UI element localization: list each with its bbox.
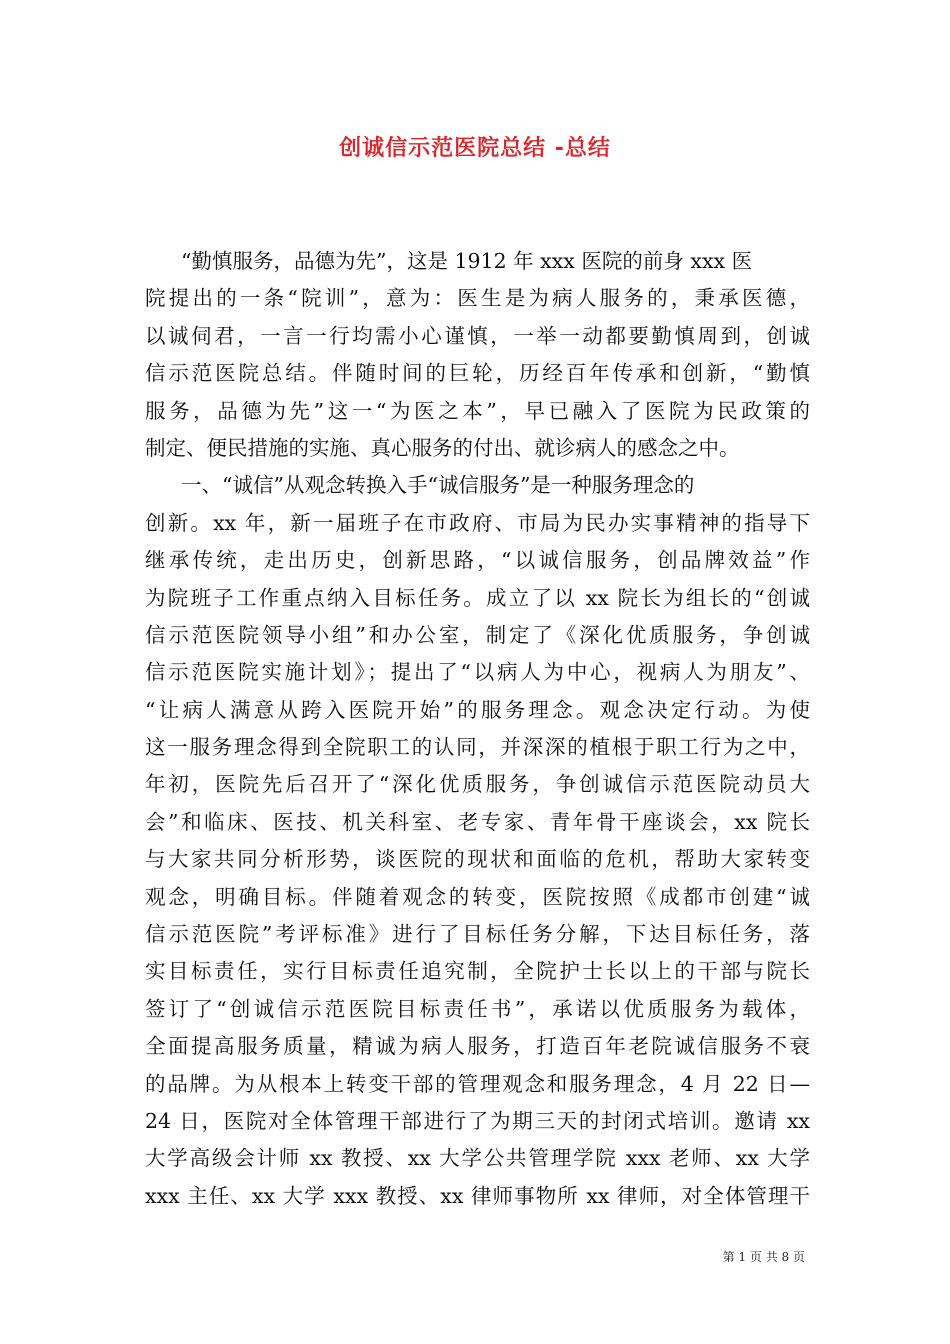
paragraph-line: xxx 主任、xx 大学 xxx 教授、xx 律师事物所 xx 律师，对全体管理干 (145, 1183, 810, 1208)
paragraph-line: 院提出的一条“院训”，意为：医生是为病人服务的，秉承医德， (145, 286, 810, 311)
page-number: 第 1 页 共 8 页 (722, 1250, 805, 1264)
paragraph-line: 实目标责任，实行目标责任追究制，全院护士长以上的干部与院长 (145, 959, 810, 984)
document-body (145, 243, 810, 1215)
paragraph-line: “让病人满意从跨入医院开始”的服务理念。观念决定行动。为使 (145, 697, 810, 722)
paragraph-line: 信示范医院总结。伴随时间的巨轮，历经百年传承和创新，“勤慎 (145, 361, 810, 386)
paragraph-line: 24 日，医院对全体管理干部进行了为期三天的封闭式培训。邀请 xx (145, 1108, 810, 1133)
paragraph-line: 为院班子工作重点纳入目标任务。成立了以 xx 院长为组长的“创诚 (145, 585, 810, 610)
paragraph-line: 的品牌。为从根本上转变干部的管理观念和服务理念，4 月 22 日— (145, 1071, 810, 1096)
paragraph-line: 与大家共同分析形势，谈医院的现状和面临的危机，帮助大家转变 (145, 847, 810, 872)
paragraph-line: 大学高级会计师 xx 教授、xx 大学公共管理学院 xxx 老师、xx 大学 (145, 1146, 810, 1171)
paragraph-line: 全面提高服务质量，精诚为病人服务，打造百年老院诚信服务不衰 (145, 1034, 810, 1059)
paragraph-line: 创新。xx 年，新一届班子在市政府、市局为民办实事精神的指导下 (145, 510, 810, 535)
paragraph-line: 信示范医院”考评标准》进行了目标任务分解，下达目标任务，落 (145, 922, 810, 947)
paragraph-line: 年初，医院先后召开了“深化优质服务，争创诚信示范医院动员大 (145, 772, 810, 797)
paragraph-line: 观念，明确目标。伴随着观念的转变，医院按照《成都市创建“诚 (145, 884, 810, 909)
paragraph-line: 服务，品德为先”这一“为医之本”，早已融入了医院为民政策的 (145, 398, 810, 423)
document-title: 创诚信示范医院总结 -总结 (339, 136, 611, 161)
paragraph-line: 这一服务理念得到全院职工的认同，并深深的植根于职工行为之中， (145, 735, 810, 760)
paragraph-line: “勤慎服务，品德为先”，这是 1912 年 xxx 医院的前身 xxx 医 (181, 249, 753, 273)
paragraph-line: 信示范医院领导小组”和办公室，制定了《深化优质服务，争创诚 (145, 622, 810, 647)
paragraph-line: 继承传统，走出历史，创新思路，“以诚信服务，创品牌效益”作 (145, 548, 810, 573)
paragraph-line: 会”和临床、医技、机关科室、老专家、青年骨干座谈会，xx 院长 (145, 809, 810, 834)
paragraph-line: 制定、便民措施的实施、真心服务的付出、就诊病人的感念之中。 (145, 435, 740, 460)
paragraph-line: 信示范医院实施计划》；提出了“以病人为中心，视病人为朋友”、 (145, 660, 810, 685)
paragraph-line: 一、“诚信”从观念转换入手“诚信服务”是一种服务理念的 (181, 473, 695, 498)
paragraph-line: 签订了“创诚信示范医院目标责任书”，承诺以优质服务为载体， (145, 996, 810, 1021)
paragraph-line: 以诚伺君，一言一行均需小心谨慎，一举一动都要勤慎周到，创诚 (145, 323, 810, 348)
